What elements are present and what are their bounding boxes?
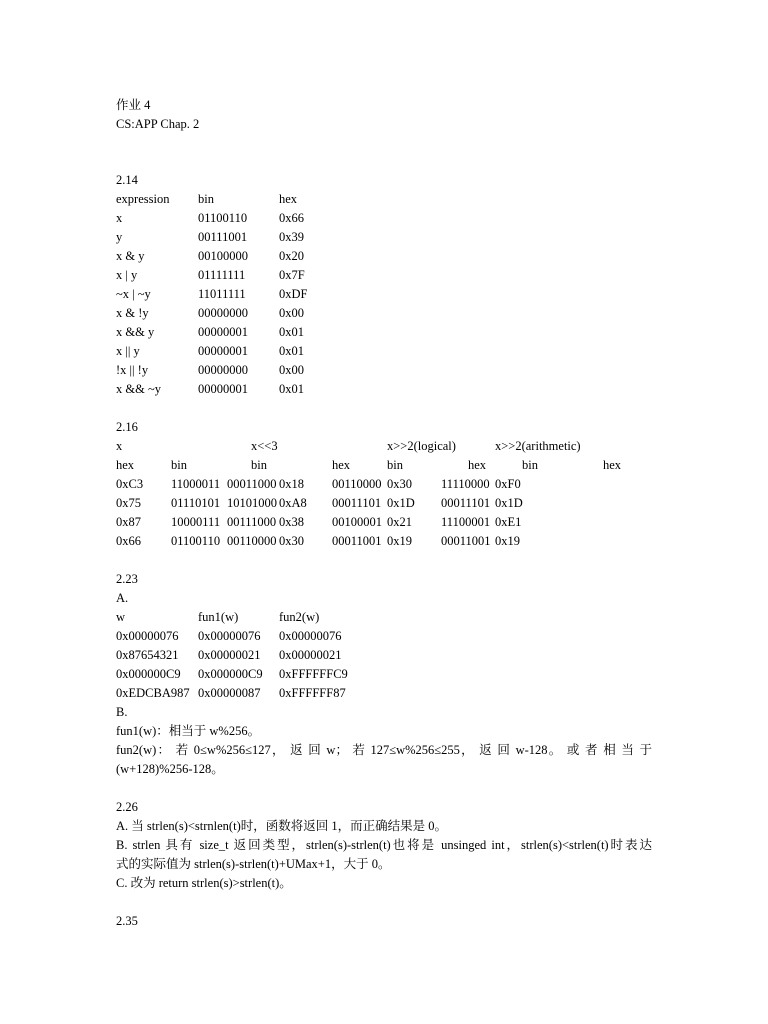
table-cell: y (116, 230, 123, 244)
table-cell: 0x00 (279, 306, 304, 320)
part-b-label: B. (116, 705, 128, 719)
table-cell: bin (387, 458, 403, 472)
table-cell: x && y (116, 325, 155, 339)
table-cell: bin (171, 458, 187, 472)
table-cell: 0x000000C9 (198, 667, 263, 681)
table-cell: x && ~y (116, 382, 161, 396)
table-cell: 00111000 (227, 515, 277, 529)
table-cell: 0x00 (279, 363, 304, 377)
table-cell: x || y (116, 344, 140, 358)
part-a-label: A. (116, 591, 129, 605)
table-cell: 0xEDCBA987 (116, 686, 190, 700)
table-cell: 0x39 (279, 230, 304, 244)
table-cell: 0x20 (279, 249, 304, 263)
table-cell: 00100001 (332, 515, 382, 529)
section-label-2-23: 2.23 (116, 572, 138, 586)
table-cell: hex (603, 458, 622, 472)
section-label-2-26: 2.26 (116, 800, 138, 814)
table-cell: 0xDF (279, 287, 308, 301)
table-cell: 00011101 (332, 496, 382, 510)
table-cell: hex (116, 458, 135, 472)
section-label-2-35: 2.35 (116, 914, 138, 928)
fun2-answer-line1: fun2(w)： 若 0≤w%256≤127， 返 回 w； 若 127≤w%256≤255， 返 回 w-128。 或 者 相 当 于 (116, 743, 652, 757)
table-cell: 11100001 (441, 515, 491, 529)
table-cell: 00110000 (332, 477, 382, 491)
table-cell: 0x19 (387, 534, 412, 548)
table-cell: x>>2(logical) (387, 439, 456, 453)
table-cell: 0x19 (495, 534, 520, 548)
table-cell: 00000001 (198, 382, 248, 396)
table-cell: hex (279, 192, 298, 206)
doc-title: 作业 4 (116, 98, 151, 112)
table-cell: 01100110 (171, 534, 221, 548)
doc-subtitle: CS:APP Chap. 2 (116, 117, 200, 131)
table-cell: 00100000 (198, 249, 248, 263)
table-cell: 0x21 (387, 515, 412, 529)
table-cell: 00000000 (198, 306, 248, 320)
table-cell: 01100110 (198, 211, 248, 225)
table-cell: 0x000000C9 (116, 667, 181, 681)
answer-2-26-c: C. 改为 return strlen(s)>strlen(t)。 (116, 876, 292, 890)
table-cell: hex (468, 458, 487, 472)
answer-2-26-b-line2: 式的实际值为 strlen(s)-strlen(t)+UMax+1，大于 0。 (116, 857, 391, 871)
table-cell: x>>2(arithmetic) (495, 439, 581, 453)
section-label-2-14: 2.14 (116, 173, 138, 187)
table-cell: 01111111 (198, 268, 246, 282)
table-cell: 0x66 (116, 534, 141, 548)
table-cell: bin (198, 192, 214, 206)
table-cell: 11011111 (198, 287, 246, 301)
table-cell: fun2(w) (279, 610, 320, 624)
table-cell: 0xE1 (495, 515, 522, 529)
table-cell: x & y (116, 249, 145, 263)
table-cell: 0x01 (279, 325, 304, 339)
table-cell: 01110101 (171, 496, 221, 510)
table-cell: 0x1D (495, 496, 523, 510)
table-cell: 00000001 (198, 344, 248, 358)
table-cell: 00000000 (198, 363, 248, 377)
table-cell: fun1(w) (198, 610, 239, 624)
table-cell: 0x00000087 (198, 686, 261, 700)
table-cell: 0x75 (116, 496, 141, 510)
table-cell: 10000111 (171, 515, 221, 529)
table-cell: ~x | ~y (116, 287, 151, 301)
table-cell: 0x7F (279, 268, 305, 282)
table-cell: 00111001 (198, 230, 248, 244)
table-cell: 0x00000076 (198, 629, 261, 643)
section-label-2-16: 2.16 (116, 420, 138, 434)
table-cell: 0x30 (387, 477, 412, 491)
table-cell: w (116, 610, 126, 624)
table-cell: 0xFFFFFF87 (279, 686, 346, 700)
table-cell: 0xF0 (495, 477, 521, 491)
table-cell: 0xFFFFFFC9 (279, 667, 348, 681)
table-cell: 0x01 (279, 382, 304, 396)
table-cell: 00011001 (332, 534, 382, 548)
table-cell: x<<3 (251, 439, 278, 453)
table-cell: 0x87 (116, 515, 141, 529)
table-cell: x | y (116, 268, 138, 282)
table-cell: x (116, 439, 123, 453)
table-cell: 0x18 (279, 477, 304, 491)
table-cell: 0x00000021 (279, 648, 342, 662)
table-cell: bin (251, 458, 267, 472)
table-cell: x (116, 211, 123, 225)
table-cell: 0xC3 (116, 477, 144, 491)
table-cell: 0xA8 (279, 496, 307, 510)
table-cell: !x || !y (116, 363, 149, 377)
table-cell: 0x66 (279, 211, 304, 225)
table-cell: 11110000 (441, 477, 490, 491)
table-cell: 00011000 (227, 477, 277, 491)
table-cell: bin (522, 458, 538, 472)
table-cell: 0x38 (279, 515, 304, 529)
fun2-answer-line2: (w+128)%256-128。 (116, 762, 224, 776)
table-cell: 11000011 (171, 477, 221, 491)
table-cell: x & !y (116, 306, 149, 320)
table-cell: 00011101 (441, 496, 491, 510)
table-cell: expression (116, 192, 170, 206)
answer-2-26-b-line1: B. strlen 具有 size_t 返回类型，strlen(s)-strlen(t)也将是 unsinged int，strlen(s)<strlen(t)时表达 (116, 838, 652, 852)
table-cell: 0x00000021 (198, 648, 261, 662)
table-cell: 0x00000076 (279, 629, 342, 643)
table-cell: 0x01 (279, 344, 304, 358)
table-cell: 00011001 (441, 534, 491, 548)
table-cell: 0x30 (279, 534, 304, 548)
table-cell: 0x1D (387, 496, 415, 510)
table-cell: 0x00000076 (116, 629, 179, 643)
table-cell: 10101000 (227, 496, 277, 510)
fun1-answer: fun1(w)：相当于 w%256。 (116, 724, 261, 738)
table-cell: 00110000 (227, 534, 277, 548)
answer-2-26-a: A. 当 strlen(s)<strnlen(t)时，函数将返回 1，而正确结果是 0。 (116, 819, 447, 833)
table-cell: hex (332, 458, 351, 472)
table-cell: 00000001 (198, 325, 248, 339)
table-cell: 0x87654321 (116, 648, 179, 662)
